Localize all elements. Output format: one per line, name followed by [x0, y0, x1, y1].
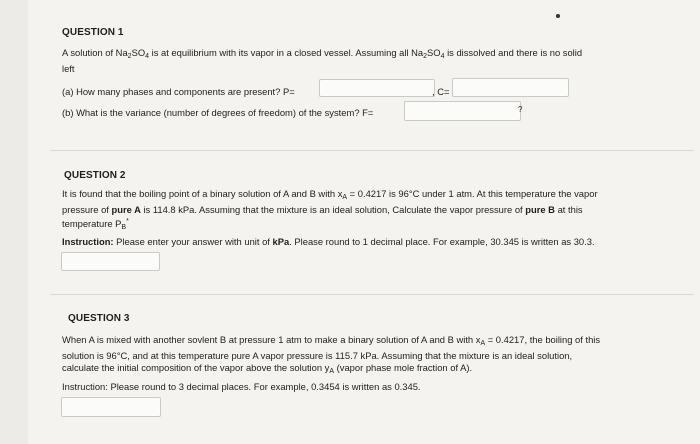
question-3-title: QUESTION 3	[68, 313, 130, 324]
variance-input[interactable]	[404, 101, 521, 121]
question-3-instruction: Instruction: Please round to 3 decimal places. For example, 0.3454 is written as 0.345.	[62, 381, 421, 392]
question-2-text: It is found that the boiling point of a binary solution of A and B with $x_A = 0.4217$ is 96°C under 1 atm. At this temperature the vapor pressure of pure A is 114.8 kPa. Assuming that the mixture is an ideal solution, Calculate the vapor pressure of pure B at this temperature $P_B^*$	[62, 188, 598, 232]
question-1-title: QUESTION 1	[62, 27, 124, 38]
components-input[interactable]	[452, 78, 569, 97]
separator	[50, 294, 694, 295]
phases-input[interactable]	[319, 79, 435, 97]
help-mark: ?	[518, 105, 523, 114]
part-a-label: (a) How many phases and components are present? P=	[62, 86, 295, 97]
vapor-pressure-b-input[interactable]	[61, 252, 160, 271]
vapor-composition-input[interactable]	[61, 397, 161, 417]
components-label: , C=	[432, 86, 450, 97]
question-2-title: QUESTION 2	[64, 170, 126, 181]
separator	[50, 150, 694, 151]
part-b-label: (b) What is the variance (number of degrees of freedom) of the system? F=	[62, 107, 374, 118]
indicator-dot	[556, 14, 560, 18]
question-3-text: When A is mixed with another sovlent B at pressure 1 atm to make a binary solution of A and B with $x_A = 0.4217$, the boiling of this solution is 96°C, and at this temperature pure A vapor pressure is 115.7 kPa. Assuming that the mixture is an ideal solution, calculate the initial composition of the vapor above the solution $y_A$ (vapor phase mole fraction of A).	[62, 334, 601, 375]
question-2-instruction: Instruction: Please enter your answer with unit of kPa. Please round to 1 decimal place. For example, 30.345 is written as 30.3.	[62, 236, 595, 247]
question-1-text: A solution of $Na_2SO_4$ is at equilibrium with its vapor in a closed vessel. Assuming all $Na_2SO_4$ is dissolved and there is no solid left	[62, 47, 583, 74]
